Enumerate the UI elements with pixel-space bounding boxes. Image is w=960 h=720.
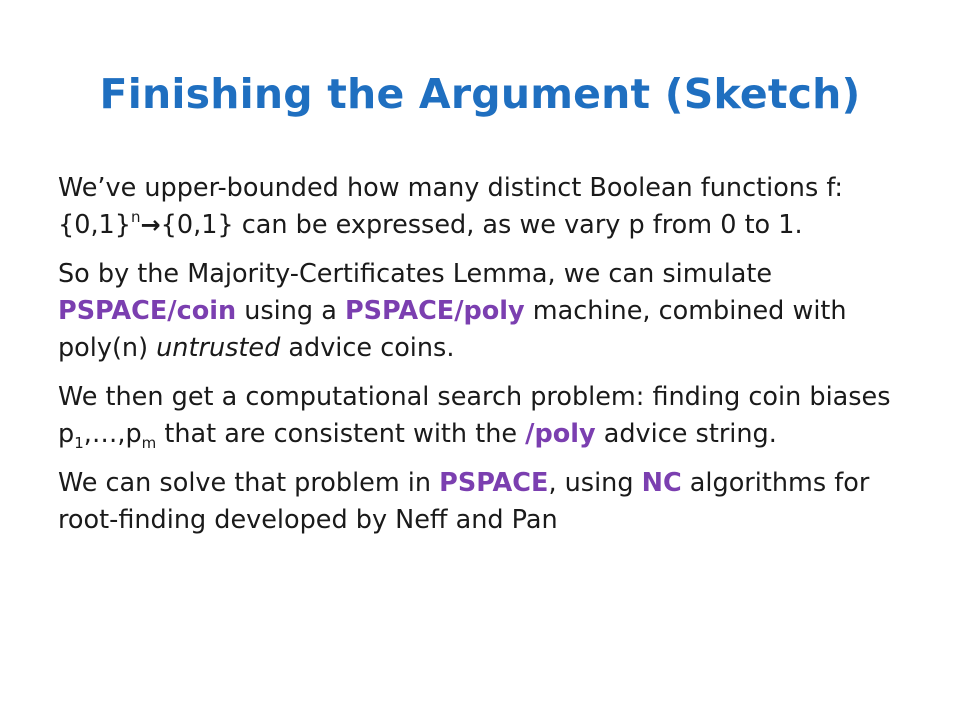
p3-text-b: ,…,p xyxy=(83,419,142,449)
p2-keyword-pspace-coin: PSPACE/coin xyxy=(58,296,237,326)
p2-text-a: So by the Majority-Certificates Lemma, we can simulate xyxy=(58,259,773,289)
p3-text-a: We then get a computational search problem: finding coin biases p xyxy=(58,382,891,449)
paragraph-3 xyxy=(58,379,908,453)
slide-title: Finishing the Argument (Sketch) xyxy=(99,70,861,118)
p3-text-c: that are consistent with the xyxy=(156,419,526,449)
p4-keyword-nc: NC xyxy=(641,468,682,498)
p2-text-c: machine, combined with poly(n) xyxy=(58,296,847,363)
p3-text-d: advice string. xyxy=(595,419,777,449)
paragraph-4 xyxy=(58,465,908,539)
p4-keyword-pspace: PSPACE xyxy=(439,468,549,498)
p1-text-a: We’ve upper-bounded how many distinct Boolean functions f:{0,1} xyxy=(58,173,844,240)
paragraph-1 xyxy=(58,170,908,244)
paragraph-2 xyxy=(58,256,908,367)
p4-text-c: algorithms for root-finding developed by Neff and Pan xyxy=(58,468,870,535)
p3-subscript-m: m xyxy=(141,434,157,452)
slide-body xyxy=(58,170,908,551)
p1-text-b: {0,1} can be expressed, as we vary p from 0 to 1. xyxy=(160,210,803,240)
p2-text-d: advice coins. xyxy=(280,333,455,363)
p2-emphasis-untrusted: untrusted xyxy=(156,333,281,363)
p3-subscript-1: 1 xyxy=(74,434,84,452)
p1-superscript-n: n xyxy=(131,208,141,226)
right-arrow-icon: → xyxy=(140,211,161,239)
p4-text-b: , using xyxy=(548,468,642,498)
p2-keyword-pspace-poly: PSPACE/poly xyxy=(344,296,525,326)
p3-keyword-poly: /poly xyxy=(525,419,596,449)
p2-text-b: using a xyxy=(236,296,345,326)
p4-text-a: We can solve that problem in xyxy=(58,468,440,498)
